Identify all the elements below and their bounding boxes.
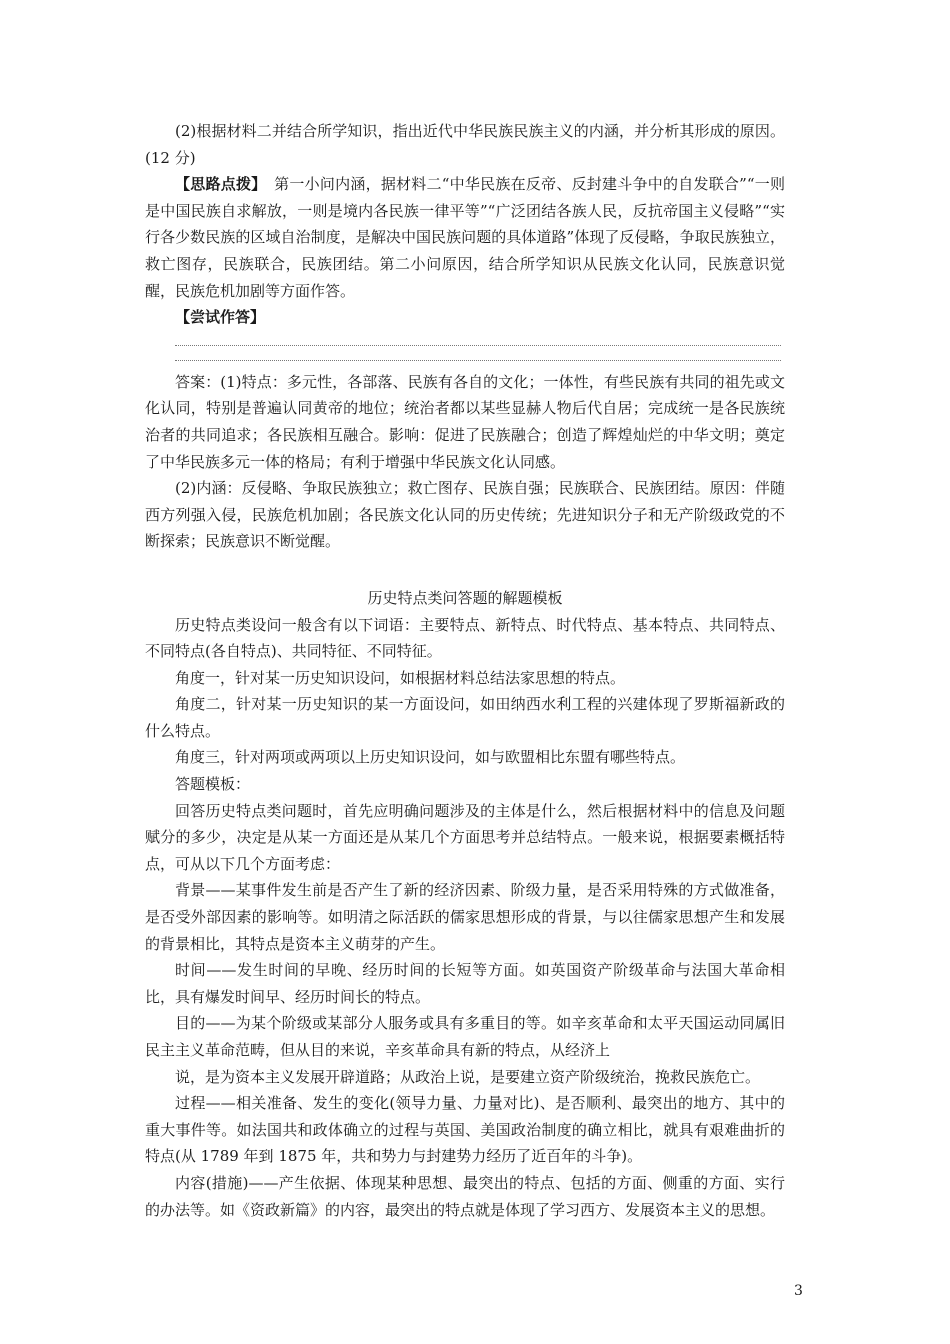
hint-label: 【思路点拨】	[175, 175, 259, 194]
answer-blank-line	[175, 331, 781, 346]
answer-1: 答案：(1)特点：多元性，各部落、民族有各自的文化；一体性，有些民族有共同的祖先或文化认同，特别是普遍认同黄帝的地位；统治者都以某些显赫人物后代自居；完成统一是各民族统治者的共同追求；各民族相互融合。影响：促进了民族融合；创造了辉煌灿烂的中华文明；奠定了中华民族多元一体的格局；有利于增强中华民族文化认同感。	[145, 372, 785, 471]
hint-text: 第一小问内涵，据材料二“中华民族在反帝、反封建斗争中的自发联合”“一则是中国民族自求解放，一则是境内各民族一律平等”“广泛团结各族人民，反抗帝国主义侵略”“实行各少数民族的区域自治制度，是解决中国民族问题的具体道路”体现了反侵略，争取民族独立，救亡图存，民族联合，民族团结。第二小问原因，结合所学知识从民族文化认同，民族意识觉醒，民族危机加剧等方面作答。	[145, 175, 785, 300]
answer-blank-line	[175, 346, 781, 361]
section-paragraph: 目的——为某个阶级或某部分人服务或具有多重目的等。如辛亥革命和太平天国运动同属旧民主主义革命范畴，但从目的来说，辛亥革命具有新的特点，从经济上	[145, 1014, 785, 1059]
section-paragraph: 角度一，针对某一历史知识设问，如根据材料总结法家思想的特点。	[175, 668, 626, 687]
section-paragraph: 背景——某事件发生前是否产生了新的经济因素、阶级力量，是否采用特殊的方式做准备，是否受外部因素的影响等。如明清之际活跃的儒家思想形成的背景，与以往儒家思想产生和发展的背景相比，其特点是资本主义萌芽的产生。	[145, 881, 785, 953]
hint-paragraph	[145, 171, 785, 304]
section-paragraph: 时间——发生时间的早晚、经历时间的长短等方面。如英国资产阶级革命与法国大革命相比，具有爆发时间早、经历时间长的特点。	[145, 961, 785, 1006]
section-paragraph: 答题模板：	[175, 775, 251, 794]
answer-2: (2)内涵：反侵略、争取民族独立；救亡图存、民族自强；民族联合、民族团结。原因：伴随西方列强入侵，民族危机加剧；各民族文化认同的历史传统；先进知识分子和无产阶级政党的不断探索；民族意识不断觉醒。	[145, 479, 785, 551]
attempt-label: 【尝试作答】	[175, 308, 266, 327]
question-2: (2)根据材料二并结合所学知识，指出近代中华民族民族主义的内涵，并分析其形成的原因。(12 分)	[145, 122, 785, 167]
section-paragraph: 过程——相关准备、发生的变化(领导力量、力量对比)、是否顺利、最突出的地方、其中的重大事件等。如法国共和政体确立的过程与英国、美国政治制度的确立相比，就具有艰难曲折的特点(从 1789 年到 1875 年，共和势力与封建势力经历了近百年的斗争)。	[145, 1094, 785, 1166]
page-number: 3	[794, 1283, 803, 1299]
section-paragraph: 回答历史特点类问题时，首先应明确问题涉及的主体是什么，然后根据材料中的信息及问题赋分的多少，决定是从某一方面还是从某几个方面思考并总结特点。一般来说，根据要素概括特点，可从以下几个方面考虑：	[145, 801, 785, 873]
section-paragraph: 角度二，针对某一历史知识的某一方面设问，如田纳西水利工程的兴建体现了罗斯福新政的什么特点。	[145, 695, 785, 740]
section-paragraph: 角度三，针对两项或两项以上历史知识设问，如与欧盟相比东盟有哪些特点。	[175, 748, 686, 767]
spacer	[145, 555, 785, 585]
spacer	[145, 361, 785, 369]
section-paragraph: 说，是为资本主义发展开辟道路；从政治上说，是要建立资产阶级统治，挽救民族危亡。	[175, 1067, 761, 1086]
section-paragraph: 历史特点类设问一般含有以下词语：主要特点、新特点、时代特点、基本特点、共同特点、不同特点(各自特点)、共同特征、不同特征。	[145, 615, 785, 661]
section-paragraph: 内容(措施)——产生依据、体现某种思想、最突出的特点、包括的方面、侧重的方面、实行的办法等。如《资政新篇》的内容，最突出的特点就是体现了学习西方、发展资本主义的思想。	[145, 1173, 785, 1219]
section-title: 历史特点类问答题的解题模板	[367, 588, 563, 607]
page-content	[145, 118, 785, 1223]
